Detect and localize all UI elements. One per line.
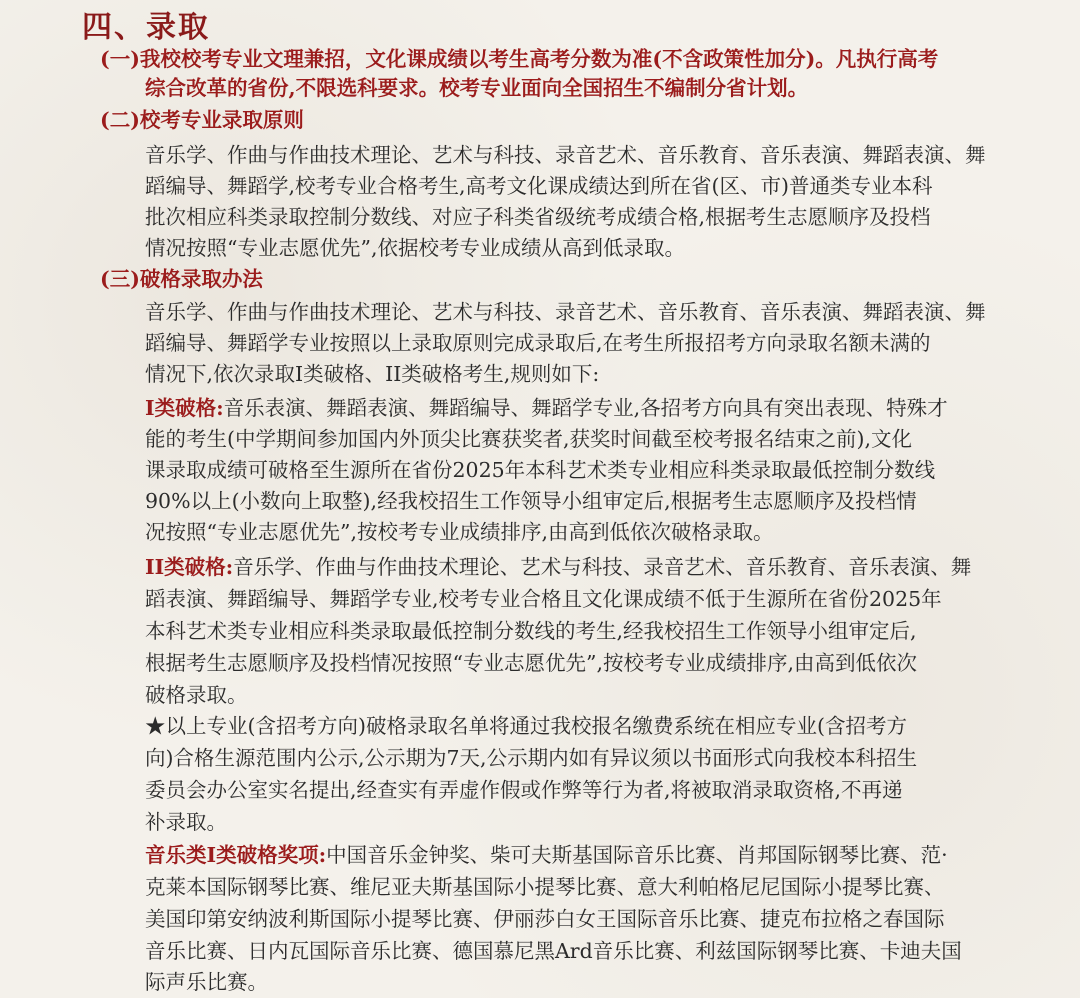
class1-label: I类破格: (145, 396, 224, 420)
part2-line-3: 批次相应科类录取控制分数线、对应子科类省级统考成绩合格,根据考生志愿顺序及投档 (145, 205, 931, 229)
part3-heading: (三)破格录取办法 (100, 267, 263, 291)
part2-heading: (二)校考专业录取原则 (100, 108, 304, 132)
notice-line-2: 向)合格生源范围内公示,公示期为7天,公示期内如有异议须以书面形式向我校本科招生 (145, 746, 918, 770)
notice-line-4: 补录取。 (145, 810, 227, 834)
part1-line-1: (一)我校校考专业文理兼招，文化课成绩以考生高考分数为准(不含政策性加分)。凡执行高考 (100, 47, 939, 71)
awards-line-3: 美国印第安纳波利斯国际小提琴比赛、伊丽莎白女王国际音乐比赛、捷克布拉格之春国际 (145, 907, 945, 931)
part2-line-4: 情况按照“专业志愿优先”,依据校考专业成绩从高到低录取。 (145, 236, 685, 260)
awards-first-line (145, 840, 948, 870)
class2-first-line (145, 552, 971, 582)
class2-line-3: 本科艺术类专业相应科类录取最低控制分数线的考生,经我校招生工作领导小组审定后, (145, 619, 917, 643)
class2-line-5: 破格录取。 (145, 683, 248, 707)
section-title: 四、录取 (82, 10, 210, 45)
part2-line-2: 蹈编导、舞蹈学,校考专业合格考生,高考文化课成绩达到所在省(区、市)普通类专业本科 (145, 174, 933, 198)
class1-line-5: 况按照“专业志愿优先”,按校考专业成绩排序,由高到低依次破格录取。 (145, 520, 774, 544)
awards-line-2: 克莱本国际钢琴比赛、维尼亚夫斯基国际小提琴比赛、意大利帕格尼尼国际小提琴比赛、 (145, 875, 945, 899)
awards-label: 音乐类Ⅰ类破格奖项: (145, 843, 327, 867)
part3-intro-line-3: 情况下,依次录取I类破格、II类破格考生,规则如下: (145, 362, 600, 386)
class2-line-2: 蹈表演、舞蹈编导、舞蹈学专业,校考专业合格且文化课成绩不低于生源所在省份2025年 (145, 587, 942, 611)
class2-line-4: 根据考生志愿顺序及投档情况按照“专业志愿优先”,按校考专业成绩排序,由高到低依次 (145, 651, 917, 675)
awards-line-5: 际声乐比赛。 (145, 970, 268, 994)
class2-first-text: 音乐学、作曲与作曲技术理论、艺术与科技、录音艺术、音乐教育、音乐表演、舞 (233, 555, 972, 579)
part3-intro-line-1: 音乐学、作曲与作曲技术理论、艺术与科技、录音艺术、音乐教育、音乐表演、舞蹈表演、舞 (145, 300, 986, 324)
class1-first-text: 音乐表演、舞蹈表演、舞蹈编导、舞蹈学专业,各招考方向具有突出表现、特殊才 (223, 396, 948, 420)
class1-line-4: 90%以上(小数向上取整),经我校招生工作领导小组审定后,根据考生志愿顺序及投档情 (145, 489, 917, 513)
part2-line-1: 音乐学、作曲与作曲技术理论、艺术与科技、录音艺术、音乐教育、音乐表演、舞蹈表演、舞 (145, 143, 986, 167)
awards-first-text: 中国音乐金钟奖、柴可夫斯基国际音乐比赛、肖邦国际钢琴比赛、范· (326, 843, 948, 867)
notice-line-3: 委员会办公室实名提出,经查实有弄虚作假或作弊等行为者,将被取消录取资格,不再递 (145, 778, 903, 802)
notice-line-1: ★以上专业(含招考方向)破格录取名单将通过我校报名缴费系统在相应专业(含招考方 (145, 714, 907, 738)
class2-label: II类破格: (145, 555, 234, 579)
part3-intro-line-2: 蹈编导、舞蹈学专业按照以上录取原则完成录取后,在考生所报招考方向录取名额未满的 (145, 331, 931, 355)
class1-line-2: 能的考生(中学期间参加国内外顶尖比赛获奖者,获奖时间截至校考报名结束之前),文化 (145, 427, 913, 451)
awards-line-4: 音乐比赛、日内瓦国际音乐比赛、德国慕尼黑Ard音乐比赛、利兹国际钢琴比赛、卡迪夫国 (145, 939, 962, 963)
class1-line-3: 课录取成绩可破格至生源所在省份2025年本科艺术类专业相应科类录取最低控制分数线 (145, 458, 936, 482)
class1-first-line (145, 393, 948, 423)
part1-line-2: 综合改革的省份,不限选科要求。校考专业面向全国招生不编制分省计划。 (145, 76, 809, 100)
